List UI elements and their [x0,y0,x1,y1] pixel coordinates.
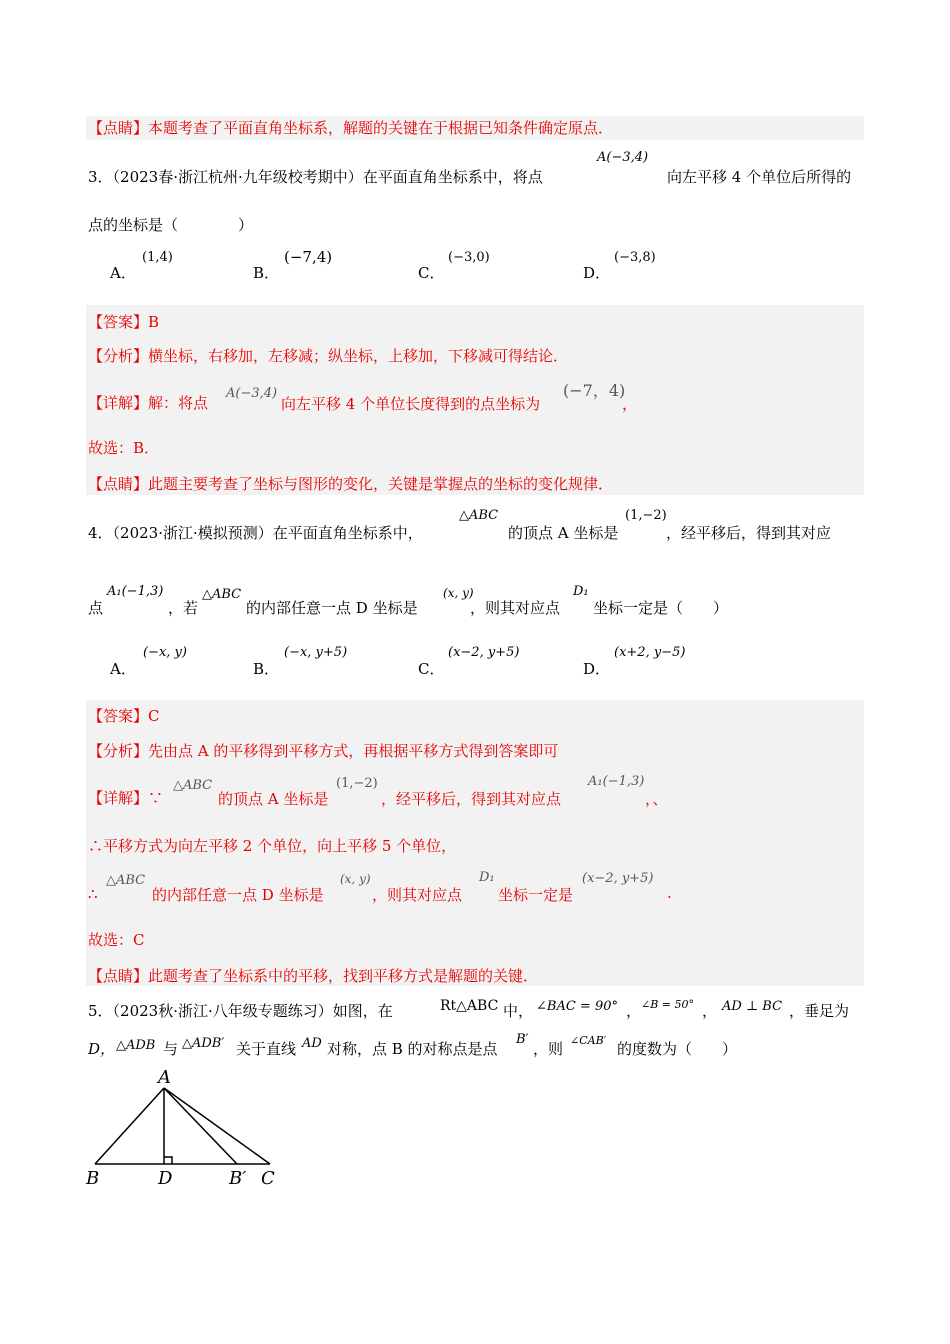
q5-angle: ∠CAB′ [570,1034,607,1047]
q4-detail-a1: A₁(−1,3) [588,774,645,789]
q4-detail-d: ，、 [645,790,668,808]
q2-dianjing: 【点睛】本题考查了平面直角坐标系，解题的关键在于根据已知条件确定原点． [88,119,614,137]
q4-a-coord: (1,−2) [625,508,667,523]
q4-analysis: 【分析】先由点 A 的平移得到平移方式，再根据平移方式得到答案即可 [88,742,559,760]
q5-tri-adb2: △ADB′ [182,1036,225,1051]
q5-stem-c: ，垂足为 [789,1002,850,1020]
q5-line2-c: 关于直线 [236,1040,297,1058]
q4-line3-dcoord: (x, y) [340,872,371,886]
q4-detail-c: ，经平移后，得到其对应点 [381,790,562,808]
q4-stem-g: ，则其对应点 [470,599,561,617]
q4-line3-d: 坐标一定是 [498,886,574,904]
q4-line3-tri: △ABC [106,873,146,888]
q5-line2-f: 的度数为（ ） [617,1040,738,1058]
q3-analysis: 【分析】横坐标，右移加，左移减；纵坐标，上移加，下移减可得结论． [88,347,569,365]
q5-cond1: ∠BAC = 90° [536,999,618,1014]
q5-segment-ab [95,1088,164,1164]
q3-option-a-value: (1,4) [142,250,173,265]
q3-option-c-value: (−3,0) [448,250,490,265]
q5-line2-b: 与 [163,1040,179,1058]
q3-detail-b: 向左平移 4 个单位长度得到的点坐标为 [281,395,541,413]
q4-option-a-value: (−x, y) [143,645,187,660]
q5-sep1: ， [626,1002,642,1020]
q5-label-d: D [158,1168,173,1189]
q4-dianjing: 【点睛】此题考查了坐标系中的平移，找到平移方式是解题的关键． [88,967,539,985]
q3-detail-c: ， [622,395,638,413]
q4-detail-acoord: (1,−2) [336,776,378,791]
q3-stem-a: 3．（2023春·浙江杭州·九年级校考期中）在平面直角坐标系中，将点 [88,168,543,186]
q5-line2-d: 对称，点 B 的对称点是点 [327,1040,498,1058]
q5-label-c: C [261,1168,275,1189]
q3-option-d-label: D． [583,264,611,282]
q4-line2: ∴平移方式为向左平移 2 个单位，向上平移 5 个单位， [88,837,457,855]
q4-option-a-label: A． [110,660,136,678]
q5-cond3: AD ⊥ BC [722,999,783,1014]
q4-stem-a: 4．（2023·浙江·模拟预测）在平面直角坐标系中， [88,524,423,542]
q4-line3-b: 的内部任意一点 D 坐标是 [152,886,324,904]
q5-rt: Rt△ABC [440,998,499,1014]
q5-sep2: ， [702,1002,718,1020]
q4-option-c-label: C． [418,660,445,678]
q5-label-bp: B′ [229,1168,247,1189]
q5-label-b: B [86,1168,100,1189]
q4-a1: A₁(−1,3) [107,584,164,599]
q4-choose: 故选：C [88,931,145,949]
q3-detail-result: (−7，4) [563,381,626,400]
q3-choose: 故选：B． [88,439,160,457]
q4-line3-e: . [667,884,672,902]
q5-line2-e: ，则 [533,1040,564,1058]
q3-dianjing: 【点睛】此题主要考查了坐标与图形的变化，关键是掌握点的坐标的变化规律． [88,475,614,493]
q4-line3-a: ∴ [88,885,98,903]
q4-line3-result: (x−2, y+5) [582,871,654,886]
q4-d-coord: (x, y) [443,586,474,600]
q4-stem-d: 点 [88,599,104,617]
q4-option-c-value: (x−2, y+5) [448,645,520,660]
q4-tri2: △ABC [202,587,242,602]
q5-bprime: B′ [516,1032,529,1047]
q3-option-b-value: (−7,4) [284,248,333,266]
q4-d1: D₁ [573,584,589,599]
q4-answer: 【答案】C [88,707,160,725]
q5-segment-ac [164,1088,270,1164]
q3-answer: 【答案】B [88,313,160,331]
q5-triangle-figure [80,1065,300,1190]
q5-stem-a: 5．（2023秋·浙江·八年级专题练习）如图，在 [88,1002,393,1020]
q4-stem-c: ，经平移后，得到其对应 [666,524,832,542]
q5-cond2: ∠B = 50° [641,998,695,1011]
q4-stem-h: 坐标一定是（ ） [593,599,729,617]
q3-stem-c: 点的坐标是（ ） [88,216,254,234]
q4-detail-tri: △ABC [173,778,213,793]
q3-point: A(−3,4) [597,150,649,165]
q5-segment-abp [164,1088,237,1164]
q4-option-b-label: B． [253,660,280,678]
q4-tri: △ABC [459,508,499,523]
q4-line3-d1: D₁ [479,870,495,885]
q3-detail-a: 【详解】解：将点 [88,394,209,412]
q4-option-d-label: D． [583,660,611,678]
q4-detail-b: 的顶点 A 坐标是 [218,790,329,808]
q4-stem-f: 的内部任意一点 D 坐标是 [246,599,418,617]
q4-stem-e: ，若 [168,599,199,617]
q4-option-b-value: (−x, y+5) [284,645,348,660]
q3-option-a-label: A． [110,264,136,282]
q4-stem-b: 的顶点 A 坐标是 [508,524,619,542]
q5-line2-a: D， [88,1040,116,1058]
q3-detail-point: A(−3,4) [226,386,278,401]
q5-right-angle-mark [164,1157,172,1164]
q3-option-b-label: B． [253,264,280,282]
q3-option-d-value: (−3,8) [614,250,656,265]
q3-stem-b: 向左平移 4 个单位后所得的 [667,168,852,186]
q5-tri-adb: △ADB [116,1038,156,1053]
q4-option-d-value: (x+2, y−5) [614,645,686,660]
q4-detail-a: 【详解】∵ [88,789,164,807]
q5-figure-lines [95,1088,270,1164]
q4-line3-c: ，则其对应点 [372,886,463,904]
q5-stem-b: 中， [503,1002,534,1020]
q5-label-a: A [158,1067,171,1088]
q3-option-c-label: C． [418,264,445,282]
q5-line-ad: AD [302,1036,322,1051]
